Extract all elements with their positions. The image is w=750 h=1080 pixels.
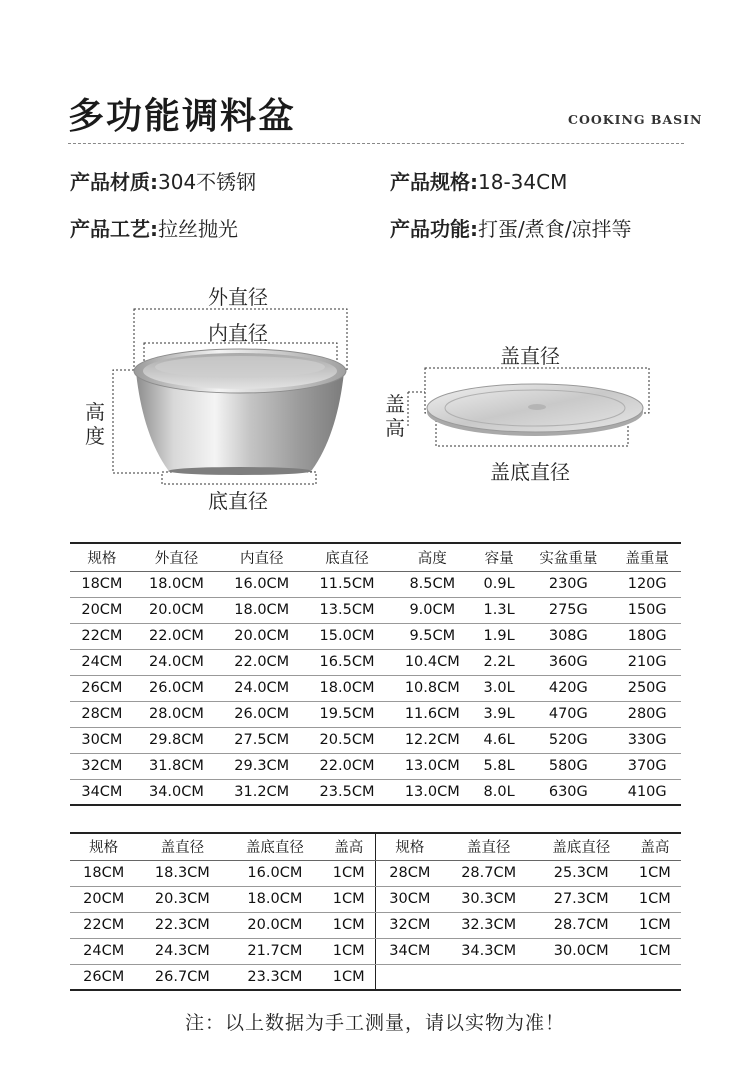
table-cell: 2.2L <box>475 649 523 675</box>
spec-process-value: 拉丝抛光 <box>158 217 238 241</box>
table-row <box>70 912 681 938</box>
header-cell: 盖底直径 <box>534 833 629 860</box>
header-cell: 高度 <box>390 543 475 571</box>
label-lid-bottom-diameter: 盖底直径 <box>490 460 570 484</box>
table-cell: 11.5CM <box>304 571 389 597</box>
table-cell: 31.8CM <box>134 753 219 779</box>
table-cell: 18CM <box>70 860 137 886</box>
table-cell: 30.0CM <box>534 938 629 964</box>
table-row <box>70 964 681 990</box>
table-cell: 1.3L <box>475 597 523 623</box>
product-diagram <box>0 0 750 530</box>
spec-material-value: 304不锈钢 <box>158 170 257 194</box>
table-cell: 1CM <box>322 964 375 990</box>
table-cell: 20.0CM <box>134 597 219 623</box>
table-cell: 1CM <box>629 886 681 912</box>
table-row <box>70 753 681 779</box>
table-cell: 20.3CM <box>137 886 227 912</box>
header-cell: 容量 <box>475 543 523 571</box>
table-cell: 9.0CM <box>390 597 475 623</box>
table-cell: 18CM <box>70 571 134 597</box>
table-cell: 20CM <box>70 886 137 912</box>
table-cell: 34CM <box>375 938 443 964</box>
table-cell: 26CM <box>83 968 125 985</box>
table-cell: 10.4CM <box>390 649 475 675</box>
table-cell: 410G <box>627 783 667 800</box>
header-cell: 盖直径 <box>444 833 534 860</box>
page-title: 多功能调料盆 <box>68 96 297 137</box>
table-cell: 32CM <box>70 753 134 779</box>
table-cell: 23.3CM <box>247 968 303 985</box>
table-cell: 13.0CM <box>390 753 475 779</box>
table-cell: 24CM <box>70 649 134 675</box>
table-cell: 34CM <box>81 783 123 800</box>
table-cell: 8.5CM <box>390 571 475 597</box>
table-cell: 22.0CM <box>304 753 389 779</box>
table-cell: 22.0CM <box>134 623 219 649</box>
lid-table-header <box>70 833 681 860</box>
table-cell: 330G <box>613 727 681 753</box>
table-cell: 24.0CM <box>134 649 219 675</box>
table-cell: 1.9L <box>475 623 523 649</box>
table-cell: 22CM <box>70 623 134 649</box>
table-cell: 20CM <box>70 597 134 623</box>
table-cell: 29.3CM <box>219 753 304 779</box>
table-cell: 280G <box>613 701 681 727</box>
label-lid-diameter: 盖直径 <box>500 344 560 368</box>
table-cell: 25.3CM <box>534 860 629 886</box>
table-cell: 1CM <box>322 912 375 938</box>
table-cell: 28CM <box>375 860 443 886</box>
table-cell: 21.7CM <box>227 938 322 964</box>
table-cell: 16.5CM <box>304 649 389 675</box>
table-cell: 420G <box>523 675 613 701</box>
table-cell: 26.0CM <box>134 675 219 701</box>
table-cell: 520G <box>523 727 613 753</box>
table-cell <box>375 964 443 990</box>
table-cell: 16.0CM <box>219 571 304 597</box>
table-cell: 32CM <box>375 912 443 938</box>
table-row <box>70 571 681 597</box>
table-cell: 13.5CM <box>304 597 389 623</box>
table-cell: 1CM <box>629 912 681 938</box>
table-cell: 18.0CM <box>227 886 322 912</box>
table-cell: 26CM <box>70 675 134 701</box>
header-cell: 外直径 <box>134 543 219 571</box>
header-cell: 规格 <box>70 543 134 571</box>
table-row <box>70 623 681 649</box>
table-cell <box>534 964 629 990</box>
table-row <box>70 649 681 675</box>
page-subtitle: COOKING BASIN <box>568 112 703 127</box>
table-cell: 630G <box>548 783 588 800</box>
table-cell: 12.2CM <box>390 727 475 753</box>
table-row <box>70 779 681 805</box>
header-cell: 内直径 <box>219 543 304 571</box>
table-cell: 31.2CM <box>234 783 290 800</box>
table-row <box>70 675 681 701</box>
header-cell: 盖高 <box>322 833 375 860</box>
table-cell: 11.6CM <box>390 701 475 727</box>
table-cell: 24.3CM <box>137 938 227 964</box>
table-cell: 3.9L <box>475 701 523 727</box>
table-cell: 28.0CM <box>134 701 219 727</box>
header-cell: 盖直径 <box>137 833 227 860</box>
header-cell: 盖高 <box>629 833 681 860</box>
bowl-base <box>168 467 312 475</box>
table-cell: 120G <box>613 571 681 597</box>
bowl-spec-table <box>70 542 681 806</box>
table-cell: 9.5CM <box>390 623 475 649</box>
table-cell <box>629 964 681 990</box>
table-cell: 250G <box>613 675 681 701</box>
table-cell: 30CM <box>70 727 134 753</box>
spec-function-key: 产品功能: <box>390 217 478 241</box>
table-cell: 34.3CM <box>444 938 534 964</box>
table-cell: 34.0CM <box>148 783 204 800</box>
table-cell: 308G <box>523 623 613 649</box>
table-cell: 22CM <box>70 912 137 938</box>
table-cell: 32.3CM <box>444 912 534 938</box>
table-cell: 8.0L <box>483 783 515 800</box>
table-cell: 27.3CM <box>534 886 629 912</box>
table-cell: 210G <box>613 649 681 675</box>
table-cell: 370G <box>613 753 681 779</box>
header-cell: 规格 <box>375 833 443 860</box>
lid-logo <box>528 404 546 410</box>
table-cell: 20.5CM <box>304 727 389 753</box>
table-cell: 30CM <box>375 886 443 912</box>
table-cell: 20.0CM <box>227 912 322 938</box>
table-cell: 13.0CM <box>404 783 460 800</box>
header-cell: 盖重量 <box>613 543 681 571</box>
table-cell: 27.5CM <box>219 727 304 753</box>
table-cell: 1CM <box>322 938 375 964</box>
table-cell: 18.0CM <box>219 597 304 623</box>
table-cell: 28.7CM <box>534 912 629 938</box>
table-cell: 22.0CM <box>219 649 304 675</box>
table-cell: 150G <box>613 597 681 623</box>
table-cell: 20.0CM <box>219 623 304 649</box>
header-cell: 规格 <box>70 833 137 860</box>
lid-spec-table <box>70 832 681 991</box>
table-cell: 24.0CM <box>219 675 304 701</box>
table-cell: 30.3CM <box>444 886 534 912</box>
table-cell: 22.3CM <box>137 912 227 938</box>
label-height: 高度 <box>85 400 105 448</box>
table-cell: 16.0CM <box>227 860 322 886</box>
table-cell: 26.7CM <box>154 968 210 985</box>
table-cell: 15.0CM <box>304 623 389 649</box>
table-cell: 18.0CM <box>134 571 219 597</box>
table-cell: 230G <box>523 571 613 597</box>
label-inner-diameter: 内直径 <box>208 321 268 345</box>
table-cell: 28CM <box>70 701 134 727</box>
table-row <box>70 938 681 964</box>
table-row <box>70 701 681 727</box>
table-cell: 275G <box>523 597 613 623</box>
table-cell: 18.3CM <box>137 860 227 886</box>
spec-size-value: 18-34CM <box>478 170 568 194</box>
label-bottom-diameter: 底直径 <box>208 489 268 513</box>
label-lid-height: 盖高 <box>385 392 405 440</box>
table-cell: 470G <box>523 701 613 727</box>
table-cell: 1CM <box>322 886 375 912</box>
table-cell: 580G <box>523 753 613 779</box>
table-cell: 180G <box>613 623 681 649</box>
table-cell: 4.6L <box>475 727 523 753</box>
table-cell: 1CM <box>629 938 681 964</box>
table-cell: 360G <box>523 649 613 675</box>
table-row <box>70 886 681 912</box>
header-cell: 底直径 <box>304 543 389 571</box>
table-cell: 5.8L <box>475 753 523 779</box>
label-outer-diameter: 外直径 <box>208 285 268 309</box>
table-cell: 26.0CM <box>219 701 304 727</box>
table-cell: 29.8CM <box>134 727 219 753</box>
table-cell: 18.0CM <box>304 675 389 701</box>
table-cell: 10.8CM <box>390 675 475 701</box>
footer-note: 注：以上数据为手工测量，请以实物为准！ <box>184 1012 565 1034</box>
table-cell: 23.5CM <box>319 783 375 800</box>
bowl-table-header <box>70 543 681 571</box>
table-cell: 3.0L <box>475 675 523 701</box>
table-row <box>70 597 681 623</box>
table-cell: 24CM <box>70 938 137 964</box>
spec-material-key: 产品材质: <box>70 170 158 194</box>
table-cell: 0.9L <box>475 571 523 597</box>
table-cell: 1CM <box>629 860 681 886</box>
spec-size-key: 产品规格: <box>390 170 478 194</box>
table-cell: 19.5CM <box>304 701 389 727</box>
table-cell <box>444 964 534 990</box>
table-cell: 28.7CM <box>444 860 534 886</box>
spec-function-value: 打蛋/煮食/凉拌等 <box>478 217 632 241</box>
header-cell: 盖底直径 <box>227 833 322 860</box>
table-row <box>70 727 681 753</box>
header-cell: 实盆重量 <box>523 543 613 571</box>
spec-process-key: 产品工艺: <box>70 217 158 241</box>
table-cell: 1CM <box>322 860 375 886</box>
table-row <box>70 860 681 886</box>
